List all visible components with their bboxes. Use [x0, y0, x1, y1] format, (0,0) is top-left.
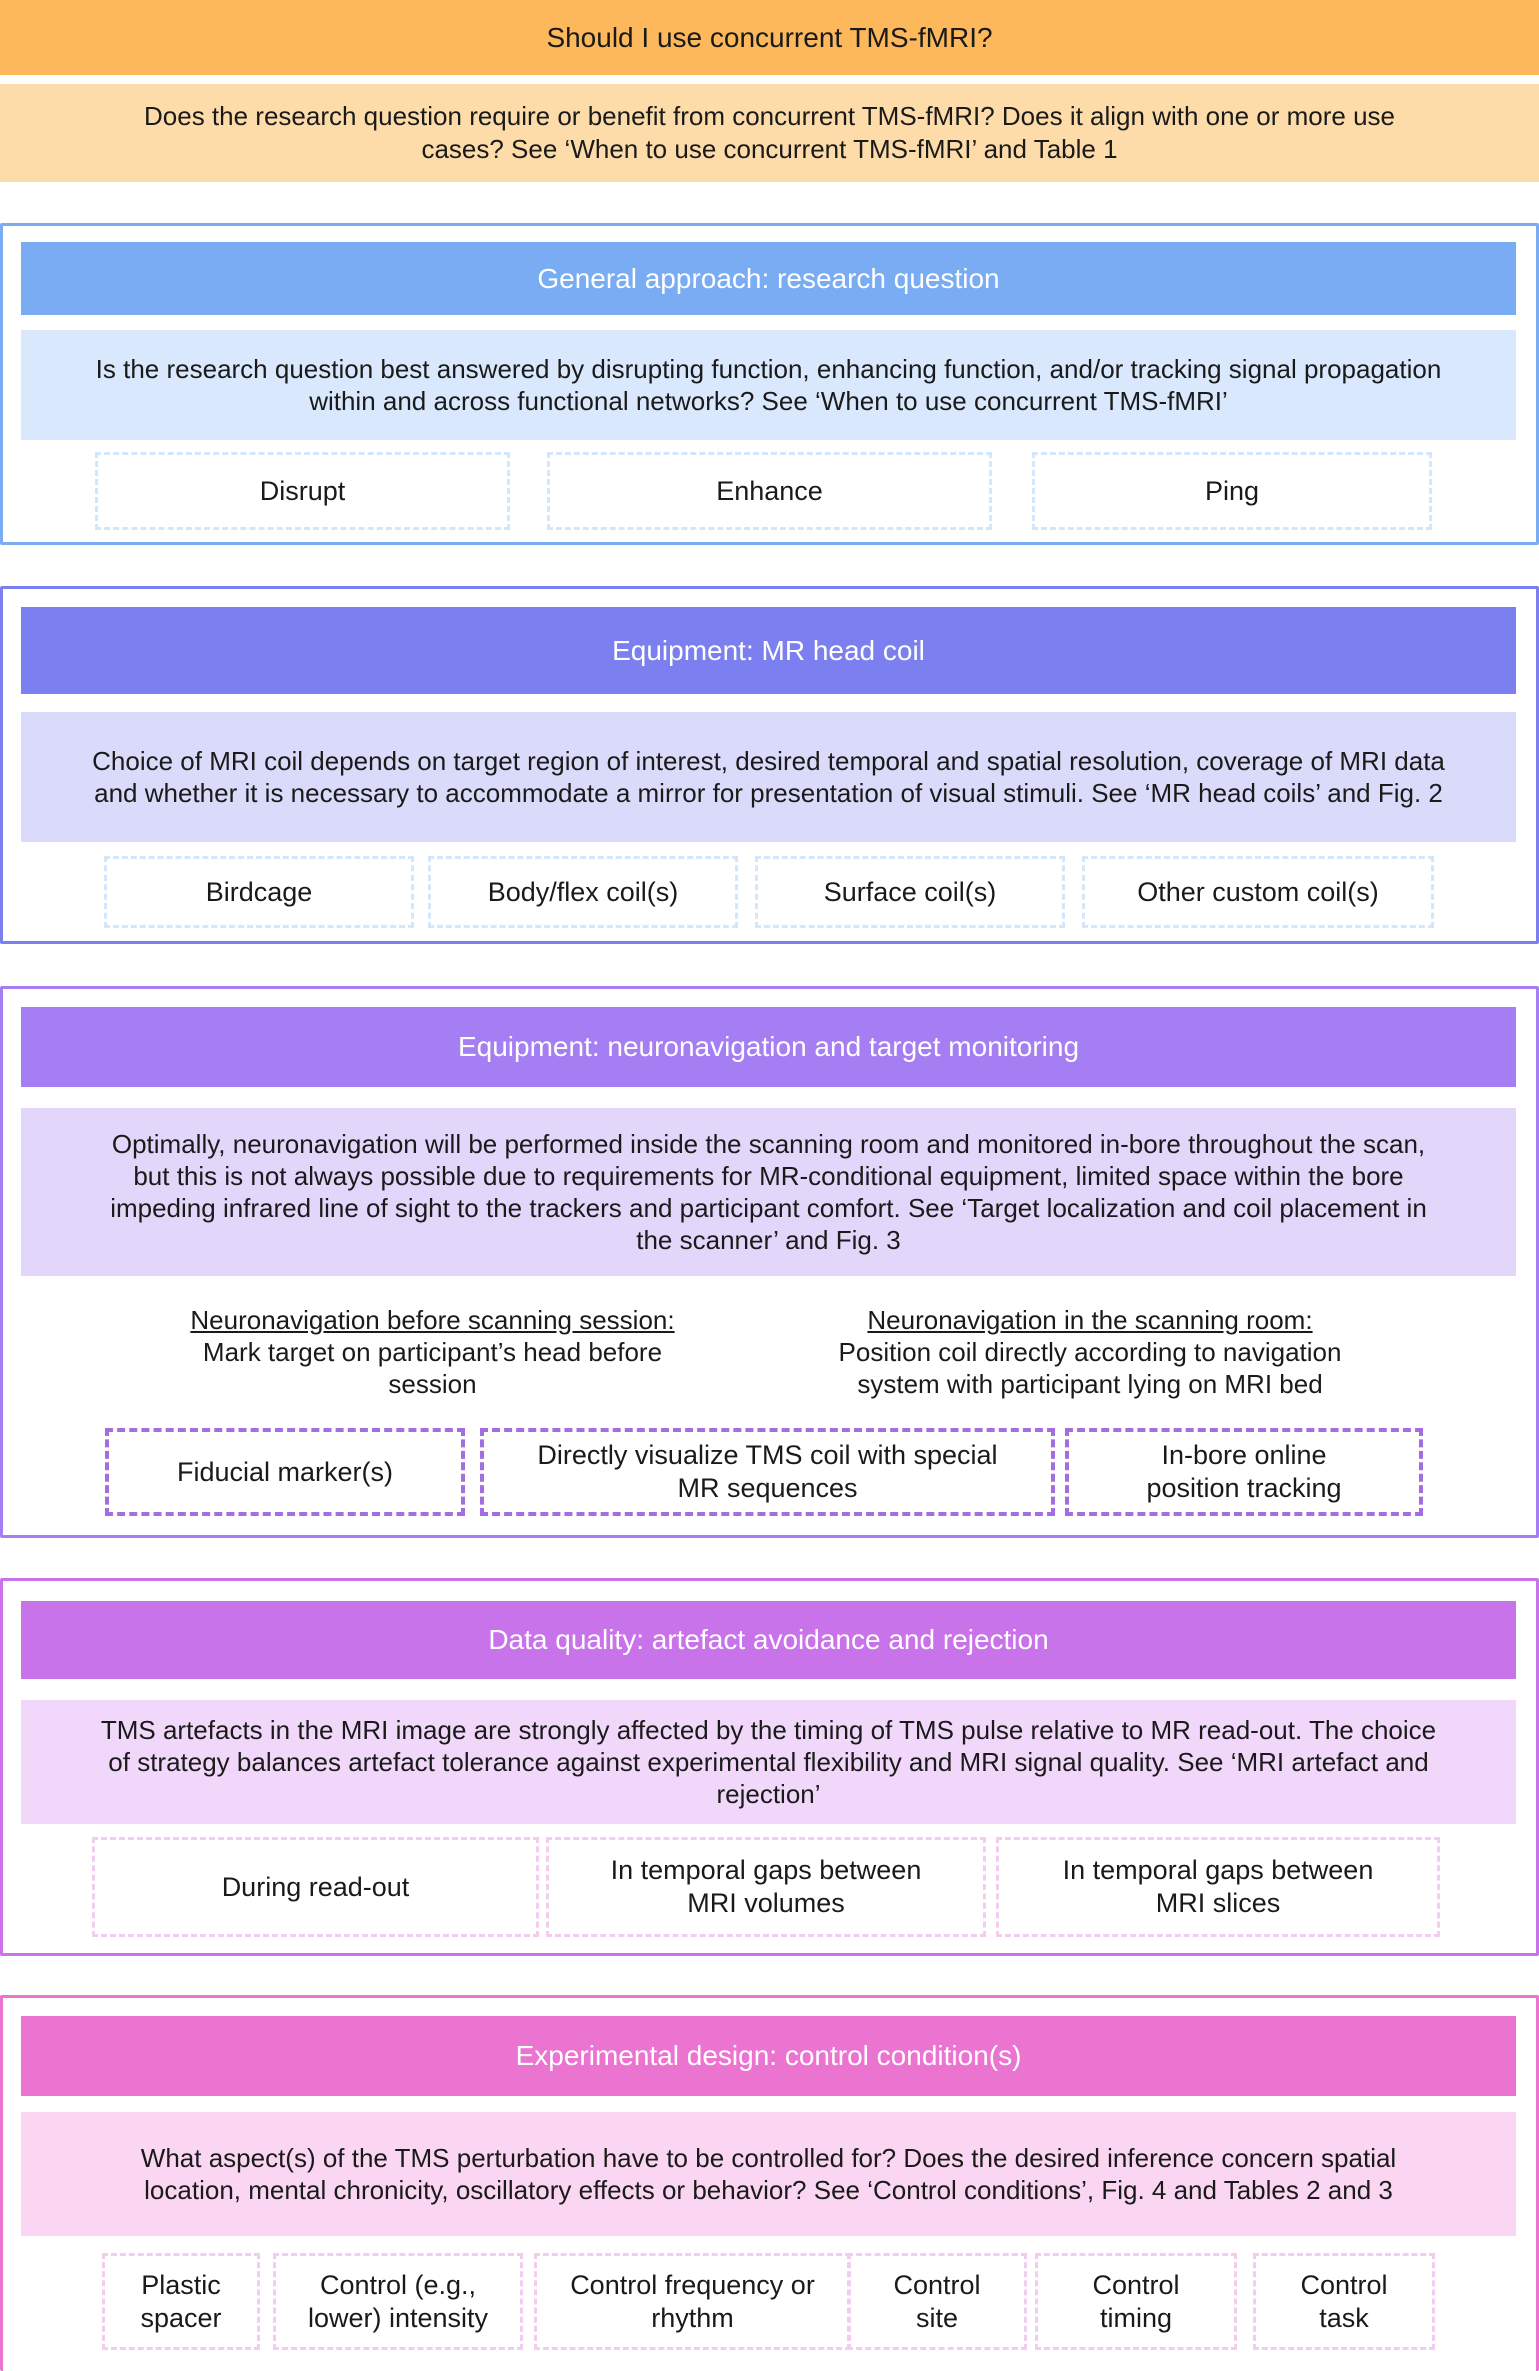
option-enhance: Enhance: [547, 452, 992, 530]
option-disrupt: Disrupt: [95, 452, 510, 530]
section-header-neuronavigation: Equipment: neuronavigation and target monitoring: [21, 1007, 1516, 1087]
option-birdcage: Birdcage: [104, 856, 414, 928]
subsection-before-scanning-text: Mark target on participant’s head before session: [202, 1337, 663, 1399]
section-desc-mr-head-coil: Choice of MRI coil depends on target region of interest, desired temporal and spatial resolution, coverage of MRI data and whether it is necessary to accommodate a mirror for presentation of visual stimuli. See ‘MR head coils’ and Fig. 2: [21, 712, 1516, 842]
section-header-general-approach: General approach: research question: [21, 242, 1516, 315]
option-gaps-between-slices: In temporal gaps between MRI slices: [996, 1837, 1440, 1937]
section-desc-general-approach: Is the research question best answered by disrupting function, enhancing function, and/or tracking signal propagation within and across functional networks? See ‘When to use concurrent TMS-fMRI’: [21, 330, 1516, 440]
subsection-in-scanning-room: [780, 1304, 1400, 1400]
option-plastic-spacer: Plastic spacer: [102, 2253, 260, 2350]
option-control-intensity: Control (e.g., lower) intensity: [273, 2253, 523, 2350]
subsection-before-scanning: [140, 1304, 725, 1400]
option-surface-coil: Surface coil(s): [755, 856, 1065, 928]
main-question-text: Should I use concurrent TMS-fMRI?: [546, 21, 993, 53]
section-desc-data-quality: TMS artefacts in the MRI image are strongly affected by the timing of TMS pulse relative to MR read-out. The choice of strategy balances artefact tolerance against experimental flexibility and MRI signal quality. See ‘MRI artefact and rejection’: [21, 1700, 1516, 1824]
section-desc-experimental-design: What aspect(s) of the TMS perturbation have to be controlled for? Does the desired inference concern spatial location, mental chronicity, oscillatory effects or behavior? See ‘Control conditions’, Fig. 4 and Tables 2 and 3: [21, 2112, 1516, 2236]
section-desc-neuronavigation: Optimally, neuronavigation will be performed inside the scanning room and monitored in-bore throughout the scan, but this is not always possible due to requirements for MR-conditional equipment, limited space within the bore impeding infrared line of sight to the trackers and participant comfort. See ‘Target localization and coil placement in the scanner’ and Fig. 3: [21, 1108, 1516, 1276]
option-control-site: Control site: [847, 2253, 1027, 2350]
option-body-flex-coil: Body/flex coil(s): [428, 856, 738, 928]
option-during-readout: During read-out: [92, 1837, 539, 1937]
intro-description: Does the research question require or benefit from concurrent TMS-fMRI? Does it align with one or more use cases? See ‘When to use concurrent TMS-fMRI’ and Table 1: [0, 84, 1539, 182]
section-header-experimental-design: Experimental design: control condition(s): [21, 2016, 1516, 2096]
main-question-banner: [0, 0, 1539, 75]
subsection-before-scanning-title: Neuronavigation before scanning session:: [190, 1305, 675, 1335]
option-gaps-between-volumes: In temporal gaps between MRI volumes: [546, 1837, 986, 1937]
subsection-in-scanning-room-text: Position coil directly according to navigation system with participant lying on MRI bed: [838, 1337, 1342, 1399]
option-ping: Ping: [1032, 452, 1432, 530]
option-control-task: Control task: [1253, 2253, 1435, 2350]
option-other-custom-coil: Other custom coil(s): [1082, 856, 1434, 928]
option-in-bore-tracking: In-bore online position tracking: [1065, 1428, 1423, 1516]
section-header-data-quality: Data quality: artefact avoidance and rejection: [21, 1601, 1516, 1679]
section-header-mr-head-coil: Equipment: MR head coil: [21, 607, 1516, 694]
option-control-timing: Control timing: [1035, 2253, 1237, 2350]
option-visualize-tms-coil: Directly visualize TMS coil with special MR sequences: [480, 1428, 1055, 1516]
option-fiducial-marker: Fiducial marker(s): [105, 1428, 465, 1516]
option-control-frequency: Control frequency or rhythm: [534, 2253, 851, 2350]
subsection-in-scanning-room-title: Neuronavigation in the scanning room:: [867, 1305, 1313, 1335]
